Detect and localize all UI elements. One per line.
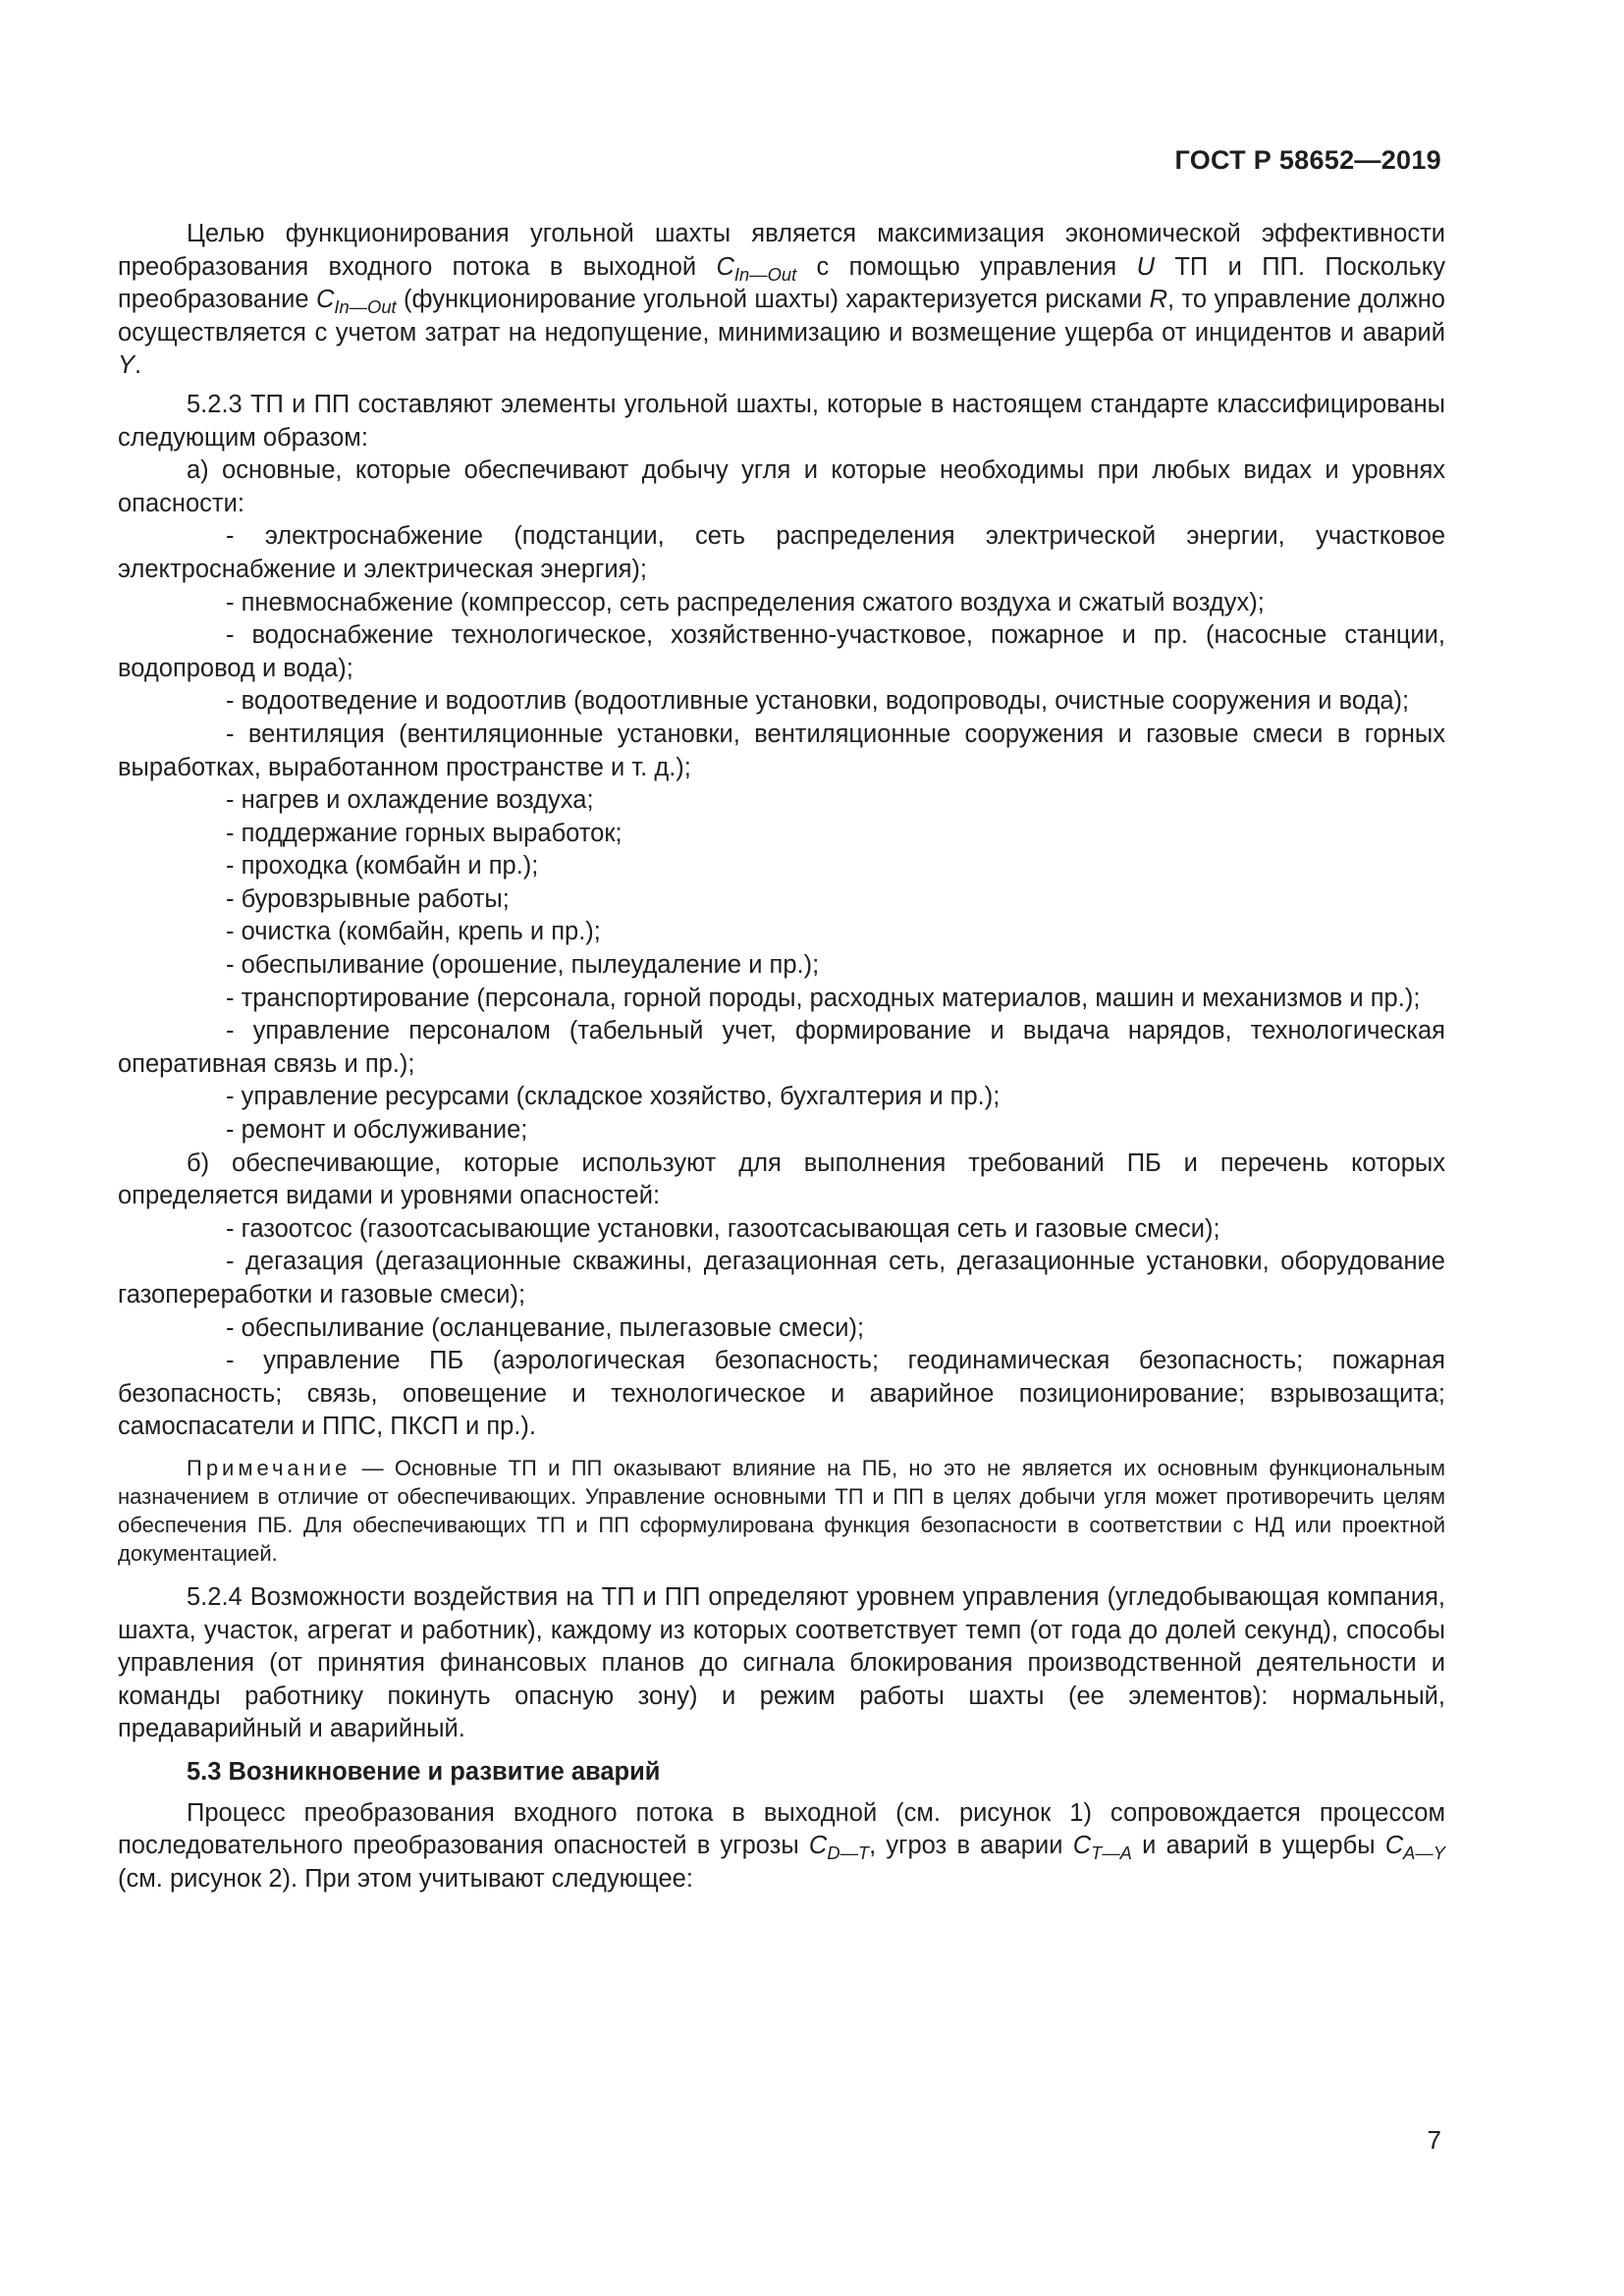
document-header: ГОСТ Р 58652—2019 [1174,145,1441,175]
list-item: - проходка (комбайн и пр.); [226,852,539,881]
list-item: - поддержание горных выработок; [226,819,623,847]
list-item: - газоотсос (газоотсасывающие установки, газоотсасывающая сеть и газовые смеси); [226,1214,1220,1243]
page-number: 7 [1427,2125,1441,2155]
list-item: - нагрев и охлаждение воздуха; [226,786,594,815]
list-item: - управление ресурсами (складское хозяйство, бухгалтерия и пр.); [226,1083,1001,1111]
list-item: - обеспыливание (осланцевание, пылегазовые смеси); [226,1313,865,1342]
document-body [118,218,1445,1896]
paragraph-5-2-4: 5.2.4 Возможности воздействия на ТП и ПП определяют уровнем управления (угледобывающая компания, шахта, участок, агрегат и работник), каждому из которых соответствует темп (от года до долей секунд), способы управления (от принятия финансовых планов до сигнала блокирования производственной деятельности и команды работнику покинуть опасную зону) и режим работы шахты (ее элементов): нормальный, предаварийный и аварийный. [118,1582,1445,1743]
paragraph-5-3: Процесс преобразования входного потока в выходной (см. рисунок 1) сопровождается процессом последовательного преобразования опасностей в угрозы $C_{D—T}$, угроз в аварии $C_{T—A}$ и аварий в ущербы $C_{A—Y}$ (см. рисунок 2). При этом учитывают следующее: [118,1798,1446,1893]
list-item: - очистка (комбайн, крепь и пр.); [226,918,601,946]
list-item: - вентиляция (вентиляционные установки, вентиляционные сооружения и газовые смеси в горных выработках, выработанном пространстве и т. д.); [118,720,1445,781]
paragraph-5-2-3: 5.2.3 ТП и ПП составляют элементы угольной шахты, которые в настоящем стандарте классифицированы следующим образом: [118,390,1445,452]
list-a-heading: а) основные, которые обеспечивают добычу угля и которые необходимы при любых видах и уровнях опасности: [118,456,1445,517]
list-item: - водоотведение и водоотлив (водоотливные установки, водопроводы, очистные сооружения и вода); [226,687,1410,716]
list-item: - электроснабжение (подстанции, сеть распределения электрической энергии, участковое электроснабжение и электрическая энергия); [118,522,1445,583]
list-item: - управление персоналом (табельный учет, формирование и выдача нарядов, технологическая оперативная связь и пр.); [118,1017,1445,1078]
list-b-heading: б) обеспечивающие, которые используют для выполнения требований ПБ и перечень которых определяется видами и уровнями опасностей: [118,1148,1445,1210]
note [118,1454,1445,1568]
list-item: - водоснабжение технологическое, хозяйственно-участковое, пожарное и пр. (насосные станции, водопровод и вода); [118,621,1445,682]
note-label: Примечание [187,1455,352,1480]
list-item: - буровзрывные работы; [226,884,510,913]
paragraph-purpose: Целью функционирования угольной шахты является максимизация экономической эффективности преобразования входного потока в выходной $C_{In—Out}$ с помощью управления U ТП и ПП. Поскольку преобразование $C_{In—Out}$ (функционирование угольной шахты) характеризуется рисками R, то управление должно осуществляется с учетом затрат на недопущение, минимизацию и возмещение ущерба от инцидентов и аварий Y. [118,220,1445,380]
list-item: - обеспыливание (орошение, пылеудаление и пр.); [226,951,820,980]
list-item: - управление ПБ (аэрологическая безопасность; геодинамическая безопасность; пожарная безопасность; связь, оповещение и технологическое и аварийное позиционирование; взрывозащита; самоспасатели и ППС, ПКСП и пр.). [118,1347,1445,1441]
list-item: - транспортирование (персонала, горной породы, расходных материалов, машин и механизмов и пр.); [226,984,1421,1012]
note-text: — Основные ТП и ПП оказывают влияние на ПБ, но это не является их основным функциональным назначением в отличие от обеспечивающих. Управление основными ТП и ПП в целях добычи угля может противоречить целям обеспечения ПБ. Для обеспечивающих ТП и ПП сформулирована функция безопасности в соответствии с НД или проектной документацией. [118,1455,1445,1566]
list-item: - ремонт и обслуживание; [226,1116,528,1145]
section-heading-5-3: 5.3 Возникновение и развитие аварий [187,1757,661,1786]
list-item: - дегазация (дегазационные скважины, дегазационная сеть, дегазационные установки, оборудование газопереработки и газовые смеси); [118,1248,1445,1308]
list-item: - пневмоснабжение (компрессор, сеть распределения сжатого воздуха и сжатый воздух); [226,588,1265,616]
